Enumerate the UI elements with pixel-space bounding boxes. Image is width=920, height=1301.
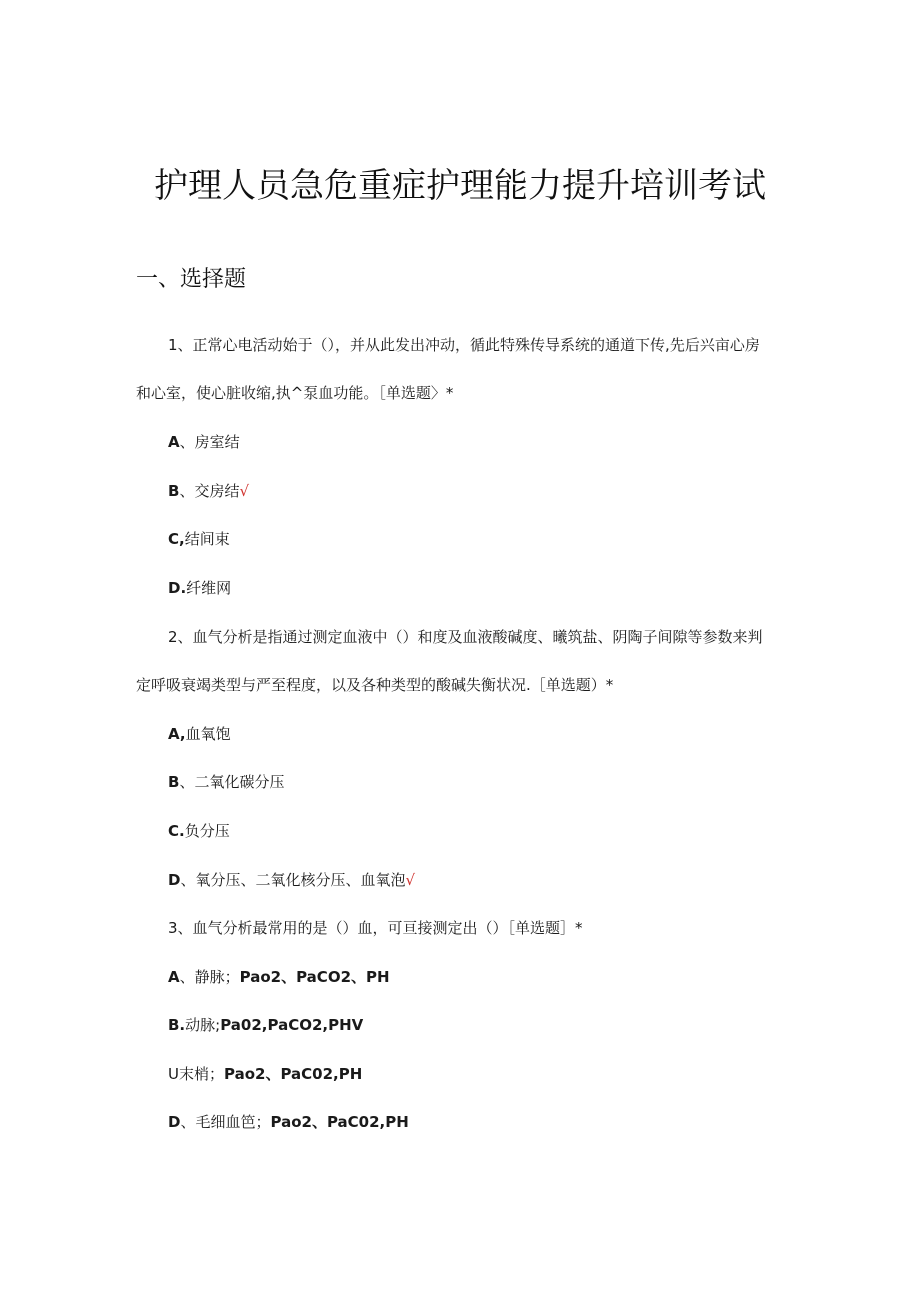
question-1-option-a xyxy=(168,431,240,453)
question-1-text-a: 1、正常心电活动始于（），并从此发出冲动，循此特殊传导系统的通道下传,先后兴亩心房 xyxy=(168,336,760,354)
option-letter: A xyxy=(168,433,180,451)
option-text: 毛细血笆； xyxy=(195,1113,271,1131)
option-text: 房室结 xyxy=(194,433,240,451)
option-text: 静脉； xyxy=(194,968,240,986)
option-text: 纤维网 xyxy=(186,579,232,597)
section-heading: 一、选择题 xyxy=(136,267,247,292)
question-1-line-2: 和心室，使心脏收缩,执^泵血功能。［单选题〉* xyxy=(136,384,454,402)
option-text: 动脉; xyxy=(185,1016,221,1034)
question-3-option-d xyxy=(168,1111,409,1133)
option-separator: 、 xyxy=(179,433,195,451)
question-1-option-d xyxy=(168,577,231,599)
question-3-line-1: 3、血气分析最常用的是（）血，可亘接测定出（）［单选题］* xyxy=(168,919,583,937)
question-1-option-b xyxy=(168,480,249,502)
option-letter: B xyxy=(168,773,180,791)
option-separator: 、 xyxy=(180,871,196,889)
option-letter: D xyxy=(168,1113,181,1131)
question-2-line-1: 2、血气分析是指通过测定血液中（）和度及血液酸碱度、曦筑盐、阴陶子间隙等参数来判 xyxy=(168,628,763,646)
option-letter: A, xyxy=(168,725,186,743)
correct-check-mark: √ xyxy=(405,871,416,889)
option-text: 负分压 xyxy=(184,822,230,840)
option-text: 二氧化碳分压 xyxy=(194,773,285,791)
option-letter: B. xyxy=(168,1016,186,1034)
option-letter: D. xyxy=(168,579,187,597)
option-bold-values: Pao2、PaC02,PH xyxy=(224,1065,363,1083)
option-letter: C. xyxy=(168,822,185,840)
option-bold-values: Pao2、PaC02,PH xyxy=(270,1113,409,1131)
option-bold-values: Pa02,PaCO2,PHV xyxy=(220,1016,364,1034)
question-2-line-2: 定呼吸衰竭类型与严至程度，以及各种类型的酸碱失衡状况.［单选题）* xyxy=(136,676,614,694)
question-1-line-1 xyxy=(168,334,760,356)
question-1-option-c xyxy=(168,528,230,550)
option-text: 血氧饱 xyxy=(185,725,231,743)
option-text: 交房结 xyxy=(194,482,240,500)
question-3-option-b xyxy=(168,1014,363,1036)
option-letter: C, xyxy=(168,530,185,548)
option-letter: B xyxy=(168,482,180,500)
question-2-option-a xyxy=(168,723,231,745)
question-2-option-d xyxy=(168,869,415,891)
document-title: 护理人员急危重症护理能力提升培训考试 xyxy=(154,166,766,206)
option-text: 末梢； xyxy=(178,1065,224,1083)
option-separator: 、 xyxy=(179,482,195,500)
option-letter: D xyxy=(168,871,181,889)
option-text: 结间束 xyxy=(184,530,230,548)
option-separator: 、 xyxy=(179,773,195,791)
option-text: 氧分压、二氧化核分压、血氧泡 xyxy=(195,871,406,889)
question-2-option-b xyxy=(168,771,284,793)
correct-check-mark: √ xyxy=(239,482,250,500)
question-2-option-c xyxy=(168,820,230,842)
question-3-option-c xyxy=(168,1063,362,1085)
option-letter: U xyxy=(168,1065,179,1083)
option-letter: A xyxy=(168,968,180,986)
option-separator: 、 xyxy=(179,968,195,986)
question-3-option-a xyxy=(168,966,390,988)
option-separator: 、 xyxy=(180,1113,196,1131)
option-bold-values: Pao2、PaCO2、PH xyxy=(239,968,390,986)
